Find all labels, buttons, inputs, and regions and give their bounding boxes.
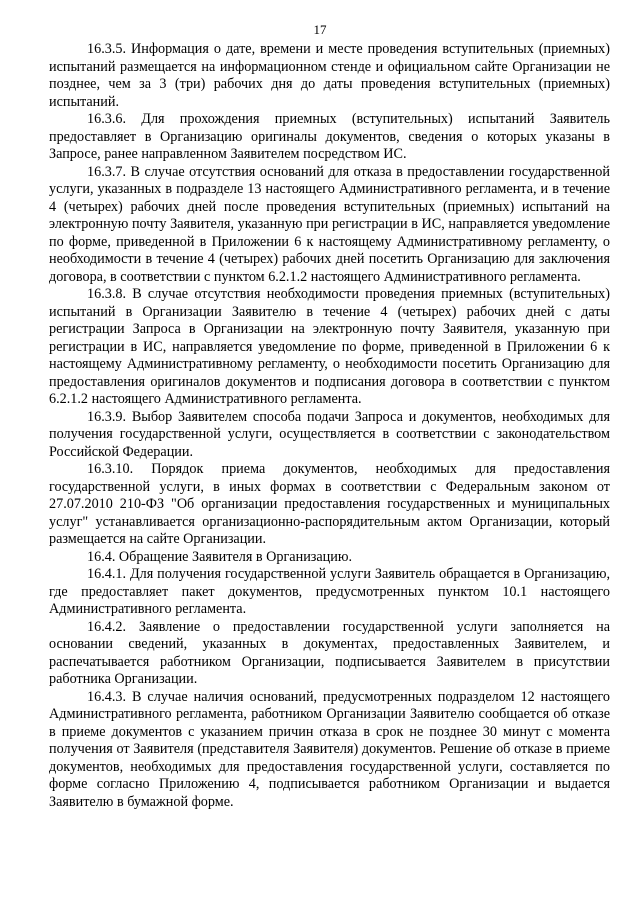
section-heading-16-4: 16.4. Обращение Заявителя в Организацию. — [87, 548, 353, 565]
paragraph-16-4-2: 16.4.2. Заявление о предоставлении государственной услуги заполняется на основании сведений, указанных в документах, предоставленных Заявителем, и распечатывается работником Организации, подписывается Заявителем в присутствии работника Организации. — [49, 618, 610, 687]
paragraph-16-3-8: 16.3.8. В случае отсутствия необходимости проведения приемных (вступительных) испытаний в Организации Заявителю в течение 4 (четырех) рабочих дней с даты регистрации Запроса в Организации на электронную почту Заявителя, указанную при регистрации в ИС, направляется уведомление по форме, приведенной в Приложении 6 к настоящему Административному регламенту, о необходимости посетить Организацию для предоставления оригиналов документов и подписания договора в соответствии с пунктом 6.2.1.2 настоящего Административного регламента. — [49, 286, 610, 407]
document-body — [49, 41, 610, 811]
paragraph-16-3-7: 16.3.7. В случае отсутствия оснований для отказа в предоставлении государственной услуги, указанных в подразделе 13 настоящего Административного регламента, и в течение 4 (четырех) рабочих дней после проведения вступительных (приемных) испытаний на электронную почту Заявителя, указанную при регистрации в ИС, направляется уведомление по форме, приведенной в Приложении 6 к настоящему Административному регламенту, о необходимости в течение 4 (четырех) рабочих дней посетить Организацию для заключения договора, в соответствии с пунктом 6.2.1.2 настоящего Административного регламента. — [49, 163, 610, 285]
paragraph-16-3-9: 16.3.9. Выбор Заявителем способа подачи Запроса и документов, необходимых для получения государственной услуги, осуществляется в соответствии с законодательством Российской Федерации. — [49, 408, 610, 460]
paragraph-16-4-1: 16.4.1. Для получения государственной услуги Заявитель обращается в Организацию, где предоставляет пакет документов, предусмотренных пунктом 10.1 настоящего Административного регламента. — [49, 566, 610, 617]
paragraph-16-3-5: 16.3.5. Информация о дате, времени и месте проведения вступительных (приемных) испытаний размещается на информационном стенде и официальном сайте Организации не позднее, чем за 3 (три) рабочих дня до даты проведения вступительных (приемных) испытаний. — [49, 41, 610, 110]
paragraph-16-3-10: 16.3.10. Порядок приема документов, необходимых для предоставления государственной услуги, в иных формах в соответствии с Федеральным законом от 27.07.2010 210-ФЗ "Об организации предоставления государственных и муниципальных услуг" устанавливается организационно-распорядительным актом Организации, который размещается на сайте Организации. — [49, 461, 610, 547]
paragraph-16-3-6: 16.3.6. Для прохождения приемных (вступительных) испытаний Заявитель предоставляет в Организацию оригиналы документов, сведения о которых указаны в Запросе, ранее направленном Заявителем посредством ИС. — [49, 111, 610, 162]
paragraph-16-4-3: 16.4.3. В случае наличия оснований, предусмотренных подразделом 12 настоящего Административного регламента, работником Организации Заявителю сообщается об отказе в приеме документов с указанием причин отказа в срок не позднее 30 минут с момента получения от Заявителя (представителя Заявителя) документов. Решение об отказе в приеме документов, необходимых для предоставления государственной услуги, составляется по форме согласно Приложению 4, подписывается работником Организации и выдается Заявителю в бумажной форме. — [49, 688, 610, 810]
page-number: 17 — [313, 22, 327, 37]
